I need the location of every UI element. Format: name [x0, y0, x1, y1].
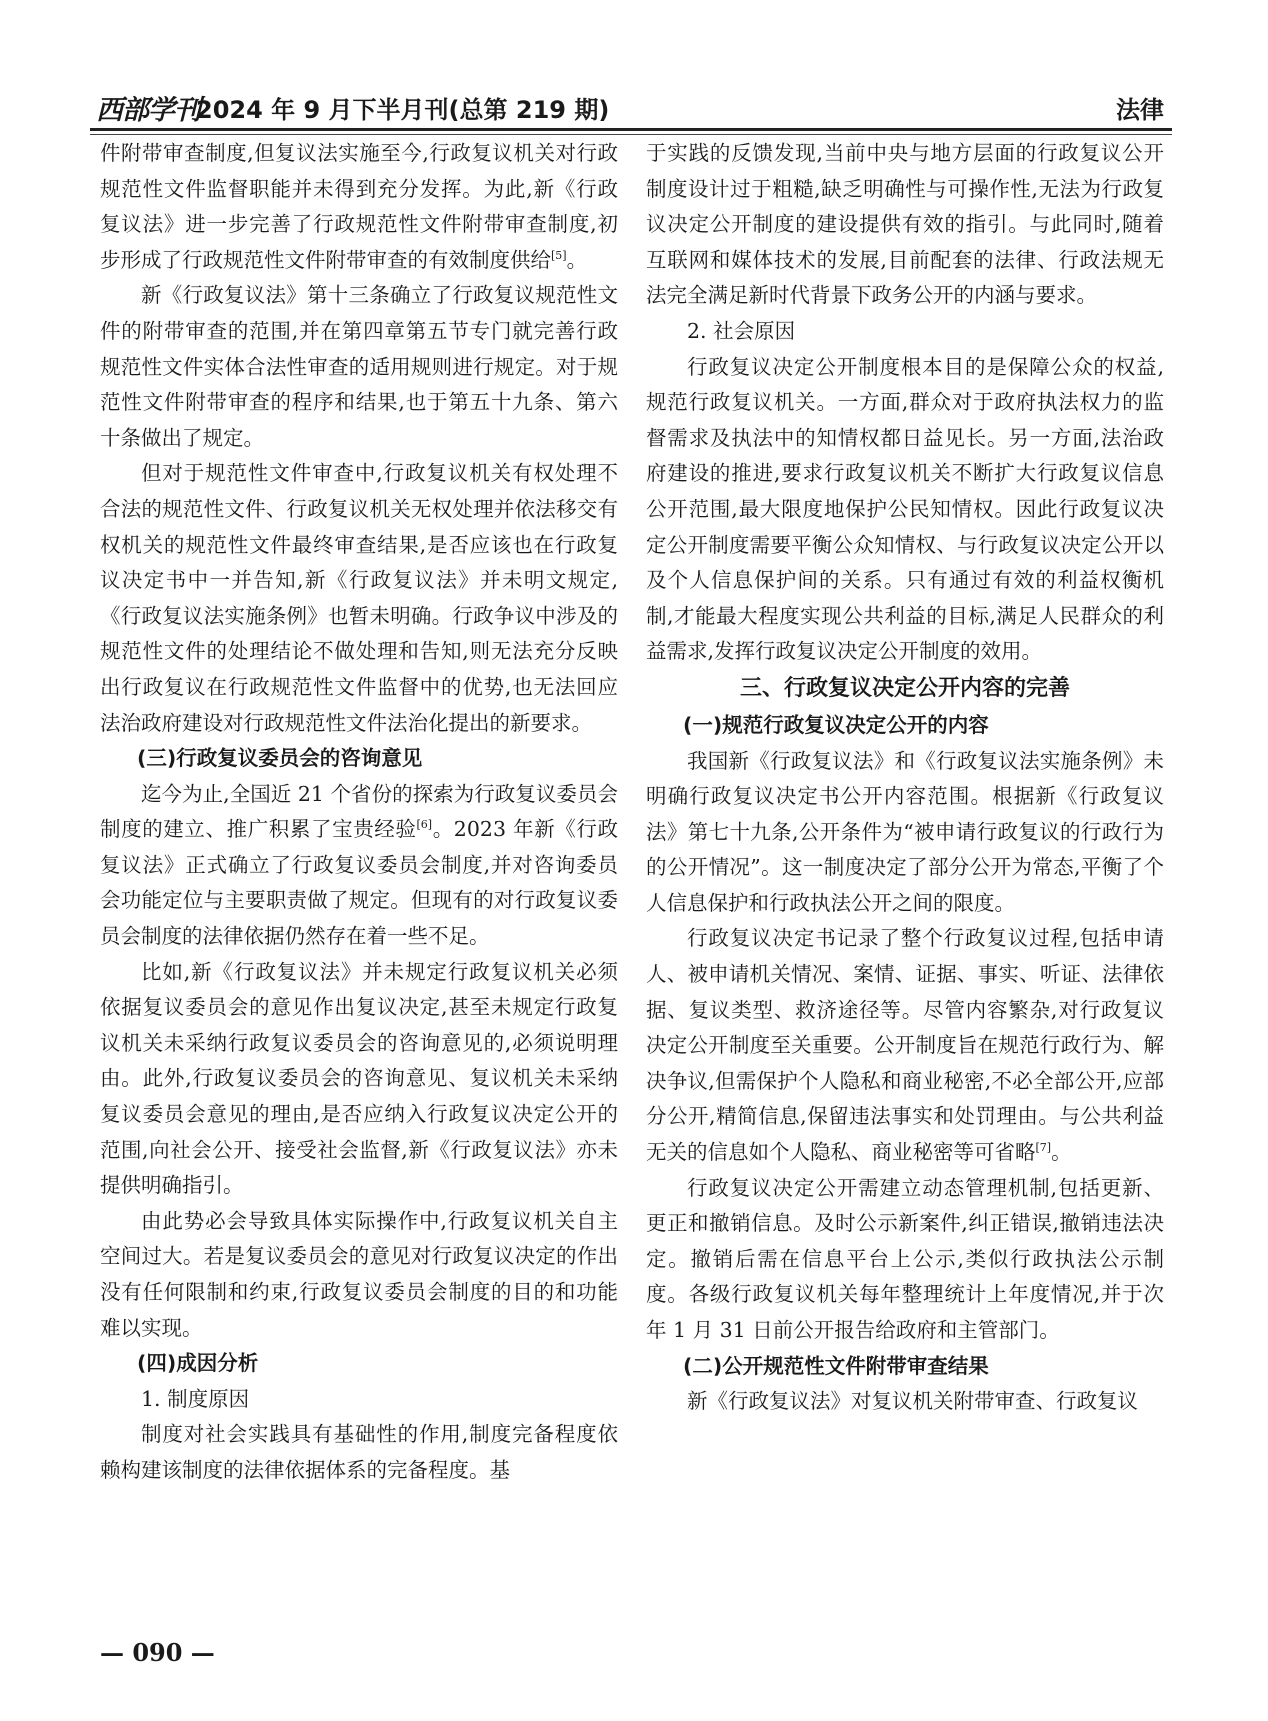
citation-ref: [6]	[416, 818, 433, 832]
page-number: — 090 —	[100, 1638, 215, 1667]
citation-ref: [5]	[551, 248, 567, 262]
paragraph: 由此势必会导致具体实际操作中,行政复议机关自主空间过大。若是复议委员会的意见对行政复议决定的作出没有任何限制和约束,行政复议委员会制度的目的和功能难以实现。	[100, 1208, 618, 1340]
subsection-heading: (二)公开规范性文件附带审查结果	[683, 1353, 989, 1378]
paragraph: 但对于规范性文件审查中,行政复议机关有权处理不合法的规范性文件、行政复议机关无权处理并依法移交有权机关的规范性文件最终审查结果,是否应该也在行政复议决定书中一并告知,新《行政复议法》并未明文规定,《行政复议法实施条例》也暂未明确。行政争议中涉及的规范性文件的处理结论不做处理和告知,则无法充分反映出行政复议在行政规范性文件监督中的优势,也无法回应法治政府建设对行政规范性文件法治化提出的新要求。	[100, 461, 618, 735]
citation-ref: [7]	[1035, 1141, 1052, 1155]
sub-heading: 2. 社会原因	[687, 318, 796, 343]
subsection-heading: (三)行政复议委员会的咨询意见	[137, 746, 423, 771]
subsection-heading: (一)规范行政复议决定公开的内容	[683, 712, 989, 737]
left-column	[100, 136, 618, 1489]
journal-logo: 西部学刊	[96, 95, 200, 126]
paragraph: 件附带审查制度,但复议法实施至今,行政复议机关对行政规范性文件监督职能并未得到充分发挥。为此,新《行政复议法》进一步完善了行政规范性文件附带审查制度,初步形成了行政规范性文件附带审查的有效制度供给[5]。	[100, 141, 618, 272]
right-column	[646, 136, 1164, 1420]
sub-heading: 1. 制度原因	[141, 1386, 250, 1411]
subsection-heading: (四)成因分析	[137, 1351, 259, 1376]
running-header	[96, 88, 1168, 128]
header-rule	[90, 128, 1172, 131]
paragraph: 行政复议决定书记录了整个行政复议过程,包括申请人、被申请机关情况、案情、证据、事实、听证、法律依据、复议类型、救济途径等。尽管内容繁杂,对行政复议决定公开制度至关重要。公开制度旨在规范行政行为、解决争议,但需保护个人隐私和商业秘密,不必全部公开,应部分公开,精简信息,保留违法事实和处罚理由。与公共利益无关的信息如个人隐私、商业秘密等可省略[7]。	[646, 926, 1164, 1165]
paragraph: 比如,新《行政复议法》并未规定行政复议机关必须依据复议委员会的意见作出复议决定,甚至未规定行政复议机关未采纳行政复议委员会的咨询意见的,必须说明理由。此外,行政复议委员会的咨询意见、复议机关未采纳复议委员会意见的理由,是否应纳入行政复议决定公开的范围,向社会公开、接受社会监督,新《行政复议法》亦未提供明确指引。	[100, 959, 618, 1198]
paragraph: 我国新《行政复议法》和《行政复议法实施条例》未明确行政复议决定书公开内容范围。根据新《行政复议法》第七十九条,公开条件为“被申请行政复议的行政行为的公开情况”。这一制度决定了部分公开为常态,平衡了个人信息保护和行政执法公开之间的限度。	[646, 748, 1164, 915]
section-name: 法律	[1116, 96, 1164, 124]
paragraph: 制度对社会实践具有基础性的作用,制度完备程度依赖构建该制度的法律依据体系的完备程度。基	[100, 1422, 618, 1482]
section-heading: 三、行政复议决定公开内容的完善	[739, 675, 1070, 701]
paragraph: 迄今为止,全国近 21 个省份的探索为行政复议委员会制度的建立、推广积累了宝贵经验[6]。2023 年新《行政复议法》正式确立了行政复议委员会制度,并对咨询委员会功能定位与主要职责做了规定。但现有的对行政复议委员会制度的法律依据仍然存在着一些不足。	[100, 781, 619, 949]
header-rule-thin	[90, 134, 1172, 135]
issue-info: 2024 年 9 月下半月刊(总第 219 期)	[196, 96, 610, 124]
paragraph: 行政复议决定公开需建立动态管理机制,包括更新、更正和撤销信息。及时公示新案件,纠正错误,撤销违法决定。撤销后需在信息平台上公示,类似行政执法公示制度。各级行政复议机关每年整理统计上年度情况,并于次年 1 月 31 日前公开报告给政府和主管部门。	[646, 1175, 1164, 1342]
paragraph: 新《行政复议法》对复议机关附带审查、行政复议	[687, 1389, 1138, 1414]
paragraph: 行政复议决定公开制度根本目的是保障公众的权益,规范行政复议机关。一方面,群众对于政府执法权力的监督需求及执法中的知情权都日益见长。另一方面,法治政府建设的推进,要求行政复议机关不断扩大行政复议信息公开范围,最大限度地保护公民知情权。因此行政复议决定公开制度需要平衡公众知情权、与行政复议决定公开以及个人信息保护间的关系。只有通过有效的利益权衡机制,才能最大程度实现公共利益的目标,满足人民群众的利益需求,发挥行政复议决定公开制度的效用。	[646, 354, 1164, 664]
paragraph: 于实践的反馈发现,当前中央与地方层面的行政复议公开制度设计过于粗糙,缺乏明确性与可操作性,无法为行政复议决定公开制度的建设提供有效的指引。与此同时,随着互联网和媒体技术的发展,目前配套的法律、行政法规无法完全满足新时代背景下政务公开的内涵与要求。	[646, 141, 1164, 308]
paragraph: 新《行政复议法》第十三条确立了行政复议规范性文件的附带审查的范围,并在第四章第五节专门就完善行政规范性文件实体合法性审查的适用规则进行规定。对于规范性文件附带审查的程序和结果,也于第五十九条、第六十条做出了规定。	[100, 283, 618, 450]
